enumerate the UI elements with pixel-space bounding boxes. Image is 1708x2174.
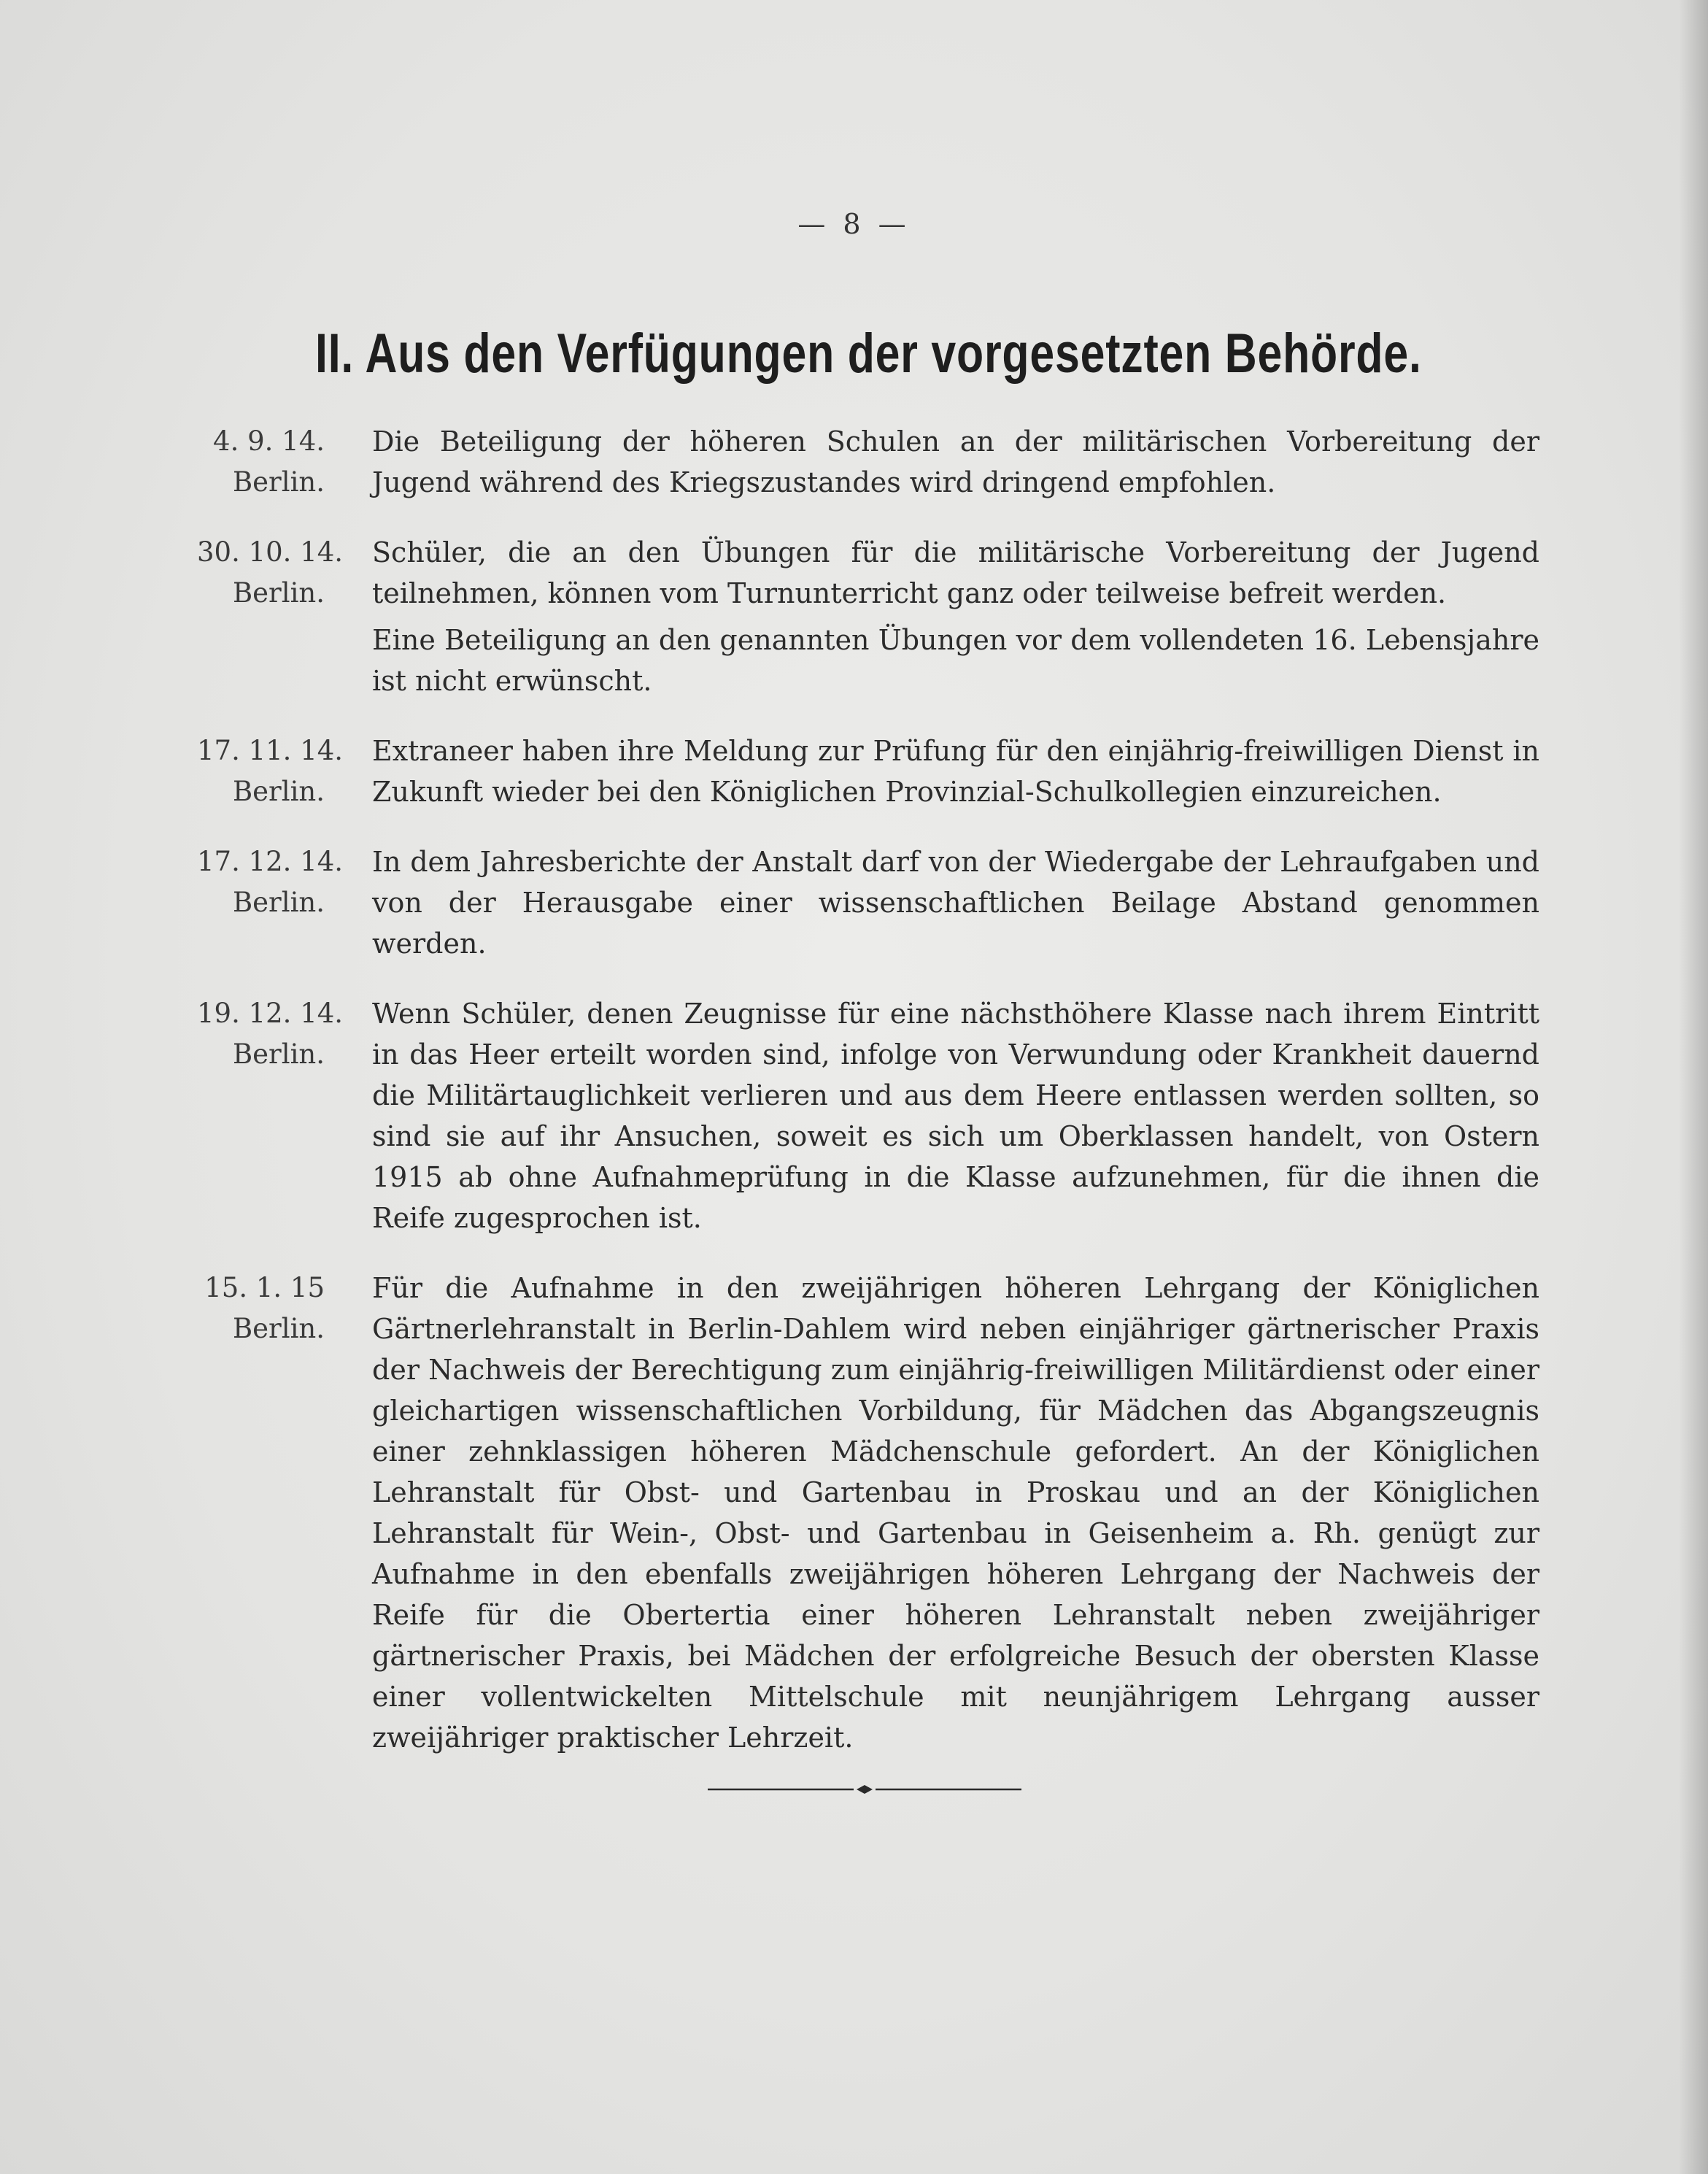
- entry-text: [372, 532, 1539, 701]
- entry-meta: [197, 841, 344, 964]
- entry-place: Berlin.: [232, 887, 325, 918]
- entry-date: 17. 11. 14.: [197, 735, 344, 766]
- entry-paragraph: Für die Aufnahme in den zweijährigen höheren Lehrgang der Königlichen Gärtnerlehranstalt in Berlin-Dahlem wird neben einjähriger gärtnerischer Praxis der Nachweis der Berechtigung zum einjährig-freiwilligen Militärdienst oder einer gleichartigen wissenschaftlichen Vorbildung, für Mädchen das Abgangszeugnis einer zehnklassigen höheren Mädchenschule gefordert. An der Königlichen Lehranstalt für Obst- und Gartenbau in Proskau und an der Königlichen Lehranstalt für Wein-, Obst- und Gartenbau in Geisenheim a. Rh. genügt zur Aufnahme in den ebenfalls zweijährigen höheren Lehrgang der Nachweis der Reife für die Obertertia einer höheren Lehranstalt neben zweijähriger gärtnerischer Praxis, bei Mädchen der erfolgreiche Besuch der obersten Klasse einer vollentwickelten Mittelschule mit neunjährigem Lehrgang ausser zweijähriger praktischer Lehrzeit.: [372, 1272, 1539, 1754]
- entry-meta: [197, 993, 344, 1238]
- entry-place: Berlin.: [232, 1313, 325, 1344]
- entry-text: [372, 421, 1539, 503]
- entry-paragraph: Wenn Schüler, denen Zeugnisse für eine nächsthöhere Klasse nach ihrem Eintritt in das Heer erteilt worden sind, infolge von Verwundung oder Krankheit dauernd die Militärtauglichkeit verlieren und aus dem Heere entlassen werden sollten, so sind sie auf ihr Ansuchen, soweit es sich um Oberklassen handelt, von Ostern 1915 ab ohne Aufnahmeprüfung in die Klasse aufzunehmen, für die ihnen die Reife zugesprochen ist.: [372, 998, 1539, 1234]
- section-heading: II. Aus den Verfügungen der vorgesetzten Behörde.: [315, 323, 1422, 385]
- decree-entry: [197, 421, 1539, 503]
- decree-entry: [197, 1268, 1539, 1758]
- entry-date: 4. 9. 14.: [213, 425, 325, 457]
- page-number: — 8 —: [797, 208, 911, 240]
- entry-paragraph: In dem Jahresberichte der Anstalt darf von der Wiedergabe der Lehraufgaben und von der Herausgabe einer wissenschaftlichen Beilage Abstand genommen werden.: [372, 846, 1539, 960]
- entry-text: [372, 731, 1539, 812]
- entry-date: 15. 1. 15: [204, 1272, 325, 1303]
- decree-list: [197, 421, 1539, 1787]
- ornament-diamond: [857, 1785, 873, 1794]
- entry-place: Berlin.: [232, 577, 325, 609]
- entry-meta: [197, 421, 325, 503]
- entry-paragraph: Die Beteiligung der höheren Schulen an der militärischen Vorbereitung der Jugend während des Kriegszustandes wird dringend empfohlen.: [372, 425, 1539, 498]
- entry-text: [372, 993, 1539, 1238]
- entry-text: [372, 841, 1539, 964]
- entry-date: 17. 12. 14.: [197, 846, 344, 877]
- closing-ornament: [708, 1781, 1021, 1798]
- entry-paragraph: Extraneer haben ihre Meldung zur Prüfung für den einjährig-freiwilligen Dienst in Zukunft wieder bei den Königlichen Provinzial-Schulkollegien einzureichen.: [372, 735, 1539, 808]
- entry-place: Berlin.: [232, 466, 325, 498]
- entry-meta: [197, 731, 344, 812]
- entry-date: 30. 10. 14.: [197, 536, 344, 568]
- entry-text: [372, 1268, 1539, 1758]
- entry-paragraph: Schüler, die an den Übungen für die militärische Vorbereitung der Jugend teilnehmen, können vom Turnunterricht ganz oder teilweise befreit werden.: [372, 536, 1539, 609]
- decree-entry: [197, 993, 1539, 1238]
- entry-paragraph: Eine Beteiligung an den genannten Übungen vor dem vollendeten 16. Lebensjahre ist nicht erwünscht.: [372, 624, 1539, 697]
- entry-place: Berlin.: [232, 776, 325, 807]
- entry-meta: [197, 532, 344, 701]
- decree-entry: [197, 841, 1539, 964]
- decree-entry: [197, 532, 1539, 701]
- page-edge-shadow: [1679, 0, 1708, 2174]
- entry-date: 19. 12. 14.: [197, 998, 344, 1029]
- entry-place: Berlin.: [232, 1038, 325, 1070]
- decree-entry: [197, 731, 1539, 812]
- entry-meta: [197, 1268, 325, 1758]
